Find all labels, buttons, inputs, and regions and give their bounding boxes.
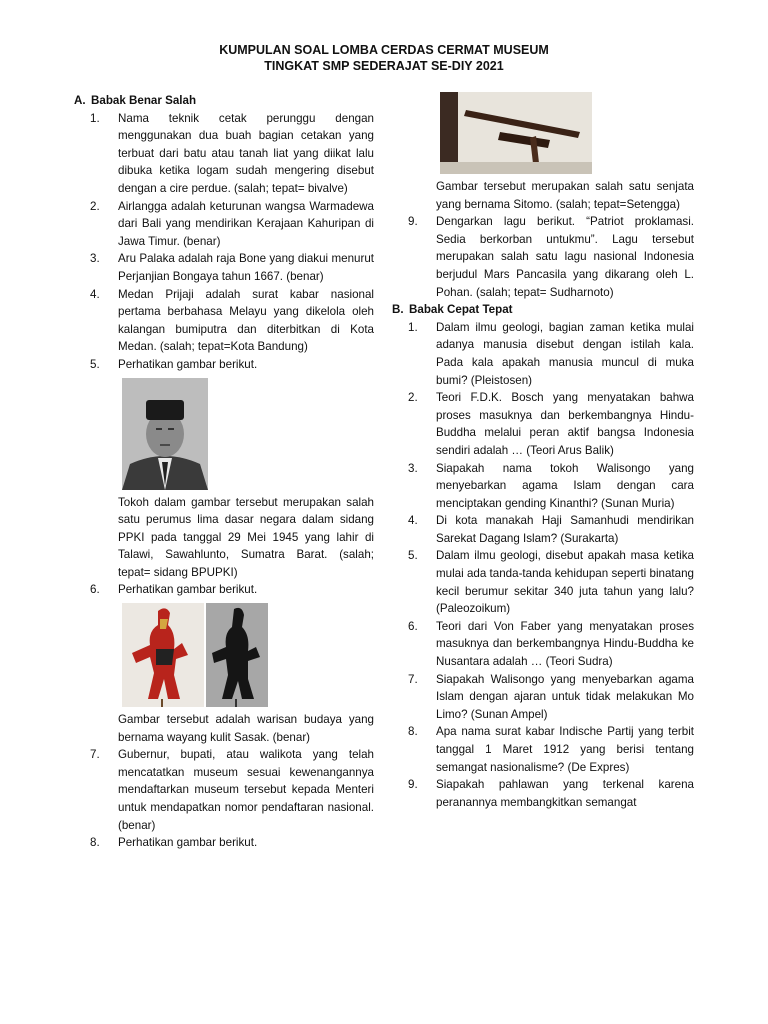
- question-text: Siapakah nama tokoh Walisongo yang menyebarkan agama Islam dengan cara menciptakan gending Kinanthi? (Sunan Muria): [436, 461, 694, 510]
- section-title: Babak Benar Salah: [91, 94, 197, 107]
- image-caption: Gambar tersebut adalah warisan budaya yang bernama wayang kulit Sasak. (benar): [118, 713, 374, 744]
- question-number: 1.: [408, 320, 418, 334]
- question-item: [392, 512, 694, 547]
- question-number: 7.: [408, 672, 418, 686]
- question-item: [74, 834, 374, 852]
- question-item: [74, 356, 374, 374]
- question-text: Dalam ilmu geologi, disebut apakah masa ketika mulai ada tanda-tanda kehidupan seperti binatang kecil berumur sekitar 340 juta tahun yang lalu? (Paleozoikum): [436, 549, 694, 616]
- question-number: 5.: [90, 357, 100, 371]
- question-number: 3.: [408, 461, 418, 475]
- question-number: 3.: [90, 252, 100, 266]
- question-number: 9.: [408, 215, 418, 229]
- question-text: Perhatikan gambar berikut.: [118, 583, 258, 597]
- question-text: Apa nama surat kabar Indische Partij yang terbit tanggal 1 Maret 1912 yang berisi tentang semangat nasionalisme? (De Expres): [436, 725, 694, 774]
- question-text: Medan Prijaji adalah surat kabar nasional pertama berbahasa Melayu yang dikelola oleh kalangan bumiputra dan diterbitkan di Kota Medan. (salah; tepat=Kota Bandung): [118, 287, 374, 354]
- question-item: [392, 776, 694, 811]
- wayang-figure-dark: [206, 603, 268, 707]
- question-item: [392, 547, 694, 617]
- section-title: Babak Cepat Tepat: [409, 303, 513, 317]
- question-text: Siapakah pahlawan yang terkenal karena peranannya membangkitkan semangat: [436, 778, 694, 809]
- question-text: Teori F.D.K. Bosch yang menyatakan bahwa proses masuknya dan berkembangnya Hindu-Buddha melalui peran aktif bangsa Indonesia sendiri adalah … (Teori Arus Balik): [436, 391, 694, 457]
- right-column: [392, 92, 694, 811]
- question-text: Airlangga adalah keturunan wangsa Warmadewa dari Bali yang mendirikan Kerajaan Kahuripan di Jawa Timur. (benar): [118, 199, 374, 248]
- question-number: 8.: [408, 725, 418, 739]
- section-b-heading: [392, 301, 694, 319]
- question-item: [392, 460, 694, 513]
- question-number: 1.: [90, 111, 100, 125]
- question-number: 6.: [408, 619, 418, 633]
- wayang-figure-color: [122, 603, 204, 707]
- question-item: [74, 110, 374, 198]
- portrait-illustration: [122, 378, 208, 490]
- question-number: 2.: [90, 199, 100, 213]
- question-number: 8.: [90, 836, 100, 850]
- question-number: 2.: [408, 391, 418, 405]
- section-a-heading: [74, 92, 374, 110]
- image-caption: Gambar tersebut merupakan salah satu senjata yang bernama Sitomo. (salah; tepat=Setengga): [436, 180, 694, 211]
- weapon-photo: [440, 92, 592, 174]
- question-item: [74, 198, 374, 251]
- question-item: [74, 286, 374, 356]
- section-letter: A.: [74, 94, 86, 107]
- question-item: [392, 213, 694, 301]
- section-letter: B.: [392, 303, 404, 317]
- left-column: [74, 92, 374, 852]
- question-text: Gubernur, bupati, atau walikota yang telah mencatatkan museum sesuai kewenangannya mendaftarkan museum tersebut kepada Menteri untuk mendapatkan nomor pendaftaran nasional. (benar): [118, 748, 374, 832]
- question-number: 6.: [90, 583, 100, 597]
- question-item: [74, 581, 374, 599]
- question-number: 5.: [408, 549, 418, 563]
- document-subtitle: TINGKAT SMP SEDERAJAT SE-DIY 2021: [264, 59, 504, 73]
- question-text: Siapakah Walisongo yang menyebarkan agama Islam dengan ajaran untuk tidak melakukan Mo Limo? (Sunan Ampel): [436, 672, 694, 721]
- question-number: 7.: [90, 748, 100, 762]
- question-number: 4.: [408, 514, 418, 528]
- question-item: [74, 746, 374, 834]
- question-text: Perhatikan gambar berikut.: [118, 357, 258, 371]
- question-item: [392, 671, 694, 724]
- question-item: [392, 319, 694, 389]
- weapon-illustration: [440, 92, 592, 174]
- question-item: [392, 618, 694, 671]
- question-text: Dalam ilmu geologi, bagian zaman ketika mulai adanya manusia disebut dengan istilah kala. Pada kala apakah manusia muncul di muka bumi? (Pleistosen): [436, 320, 694, 387]
- question-text: Di kota manakah Haji Samanhudi mendirikan Sarekat Dagang Islam? (Surakarta): [436, 514, 694, 545]
- question-text: Perhatikan gambar berikut.: [118, 836, 258, 850]
- question-number: 4.: [90, 287, 100, 301]
- question-number: 9.: [408, 778, 418, 792]
- wayang-photo: [122, 603, 268, 707]
- question-item: [392, 389, 694, 459]
- question-text: Teori dari Von Faber yang menyatakan proses masuknya dan berkembangnya Hindu-Buddha ke Nusantara adalah … (Teori Sudra): [436, 619, 694, 669]
- document-title: KUMPULAN SOAL LOMBA CERDAS CERMAT MUSEUM: [219, 43, 549, 57]
- question-text: Aru Palaka adalah raja Bone yang diakui menurut Perjanjian Bongaya tahun 1667. (benar): [118, 252, 374, 283]
- question-item: [74, 250, 374, 285]
- question-text: Nama teknik cetak perunggu dengan menggunakan dua buah bagian cetakan yang terbuat dari batu atau tanah liat yang diikat lalu dibuka ketika logam sudah mengering disebut dengan a cire perdue. (salah; tepat= bivalve): [118, 111, 374, 195]
- portrait-photo: [122, 378, 208, 490]
- question-text: Dengarkan lagu berikut. “Patriot proklamasi. Sedia berkorban untukmu”. Lagu tersebut merupakan salah satu lagu nasional Indonesia berjudul Mars Pancasila yang dikarang oleh L. Pohan. (salah; tepat= Sudharnoto): [436, 215, 694, 299]
- question-item: [392, 723, 694, 776]
- image-caption: Tokoh dalam gambar tersebut merupakan salah satu perumus lima dasar negara dalam sidang PPKI pada tanggal 29 Mei 1945 yang lahir di Talawi, Sawahlunto, Sumatra Barat. (salah; tepat= sidang BPUPKI): [118, 495, 374, 579]
